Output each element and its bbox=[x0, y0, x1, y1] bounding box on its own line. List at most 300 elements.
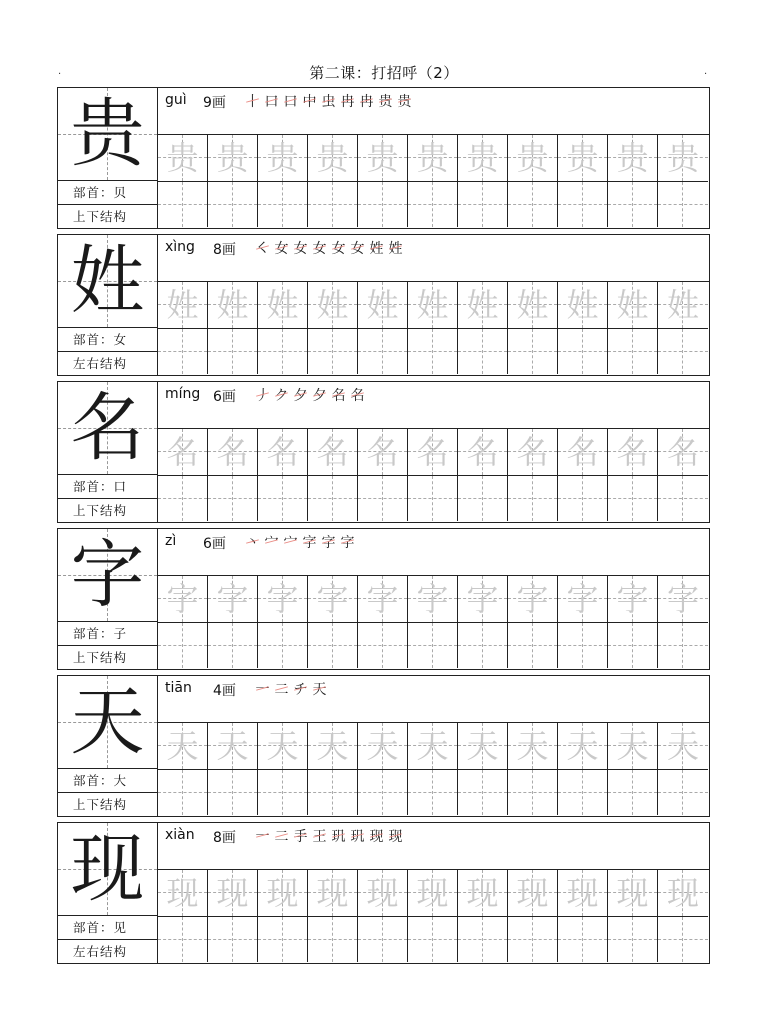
writing-cell[interactable] bbox=[158, 429, 208, 475]
character-card bbox=[57, 381, 710, 523]
trace-character: 现 bbox=[516, 874, 549, 912]
trace-character: 现 bbox=[266, 874, 299, 912]
writing-cell[interactable] bbox=[558, 622, 608, 668]
writing-cell[interactable] bbox=[358, 135, 408, 181]
radical-value: 口 bbox=[113, 479, 128, 494]
writing-cell[interactable] bbox=[508, 622, 558, 668]
writing-cell[interactable] bbox=[408, 135, 458, 181]
trace-character: 姓 bbox=[416, 286, 449, 324]
trace-character: 贵 bbox=[316, 139, 349, 177]
writing-cell[interactable] bbox=[258, 916, 308, 962]
stroke-step: 二 bbox=[272, 826, 291, 846]
stroke-step: 玑 bbox=[329, 826, 348, 846]
character-card bbox=[57, 822, 710, 964]
stroke-order-row bbox=[157, 382, 709, 429]
practice-area bbox=[157, 529, 709, 669]
radical-label: 部首： bbox=[73, 185, 114, 200]
writing-cell[interactable] bbox=[308, 475, 358, 521]
practice-area bbox=[157, 382, 709, 522]
writing-cell[interactable] bbox=[608, 328, 658, 374]
writing-cell[interactable] bbox=[608, 181, 658, 227]
trace-character: 字 bbox=[466, 580, 499, 618]
writing-cell[interactable] bbox=[208, 576, 258, 622]
writing-cell[interactable] bbox=[158, 870, 208, 916]
writing-cell[interactable] bbox=[608, 916, 658, 962]
stroke-count: 6画 bbox=[203, 536, 226, 552]
writing-cell[interactable] bbox=[558, 328, 608, 374]
writing-cell[interactable] bbox=[308, 723, 358, 769]
writing-cell[interactable] bbox=[158, 181, 208, 227]
writing-cell[interactable] bbox=[308, 916, 358, 962]
writing-cell[interactable] bbox=[158, 723, 208, 769]
writing-cell[interactable] bbox=[308, 429, 358, 475]
trace-character: 名 bbox=[566, 433, 599, 471]
writing-cell[interactable] bbox=[408, 181, 458, 227]
radical-value: 贝 bbox=[113, 185, 128, 200]
trace-character: 现 bbox=[466, 874, 499, 912]
stroke-step: 口 bbox=[262, 91, 281, 111]
writing-cell[interactable] bbox=[508, 723, 558, 769]
stroke-step: 女 bbox=[272, 238, 291, 258]
writing-cell[interactable] bbox=[558, 723, 608, 769]
stroke-step: 玑 bbox=[348, 826, 367, 846]
stroke-count: 9画 bbox=[203, 95, 226, 111]
stroke-sequence bbox=[253, 679, 329, 699]
stroke-step: 字 bbox=[338, 532, 357, 552]
trace-character: 字 bbox=[266, 580, 299, 618]
writing-cell[interactable] bbox=[508, 181, 558, 227]
trace-character: 贵 bbox=[616, 139, 649, 177]
writing-cell[interactable] bbox=[458, 916, 508, 962]
writing-cell[interactable] bbox=[558, 135, 608, 181]
trace-character: 贵 bbox=[366, 139, 399, 177]
writing-cell[interactable] bbox=[358, 769, 408, 815]
writing-cell[interactable] bbox=[508, 916, 558, 962]
writing-grid bbox=[157, 429, 709, 522]
writing-cell[interactable] bbox=[158, 282, 208, 328]
writing-cell[interactable] bbox=[458, 576, 508, 622]
writing-grid bbox=[157, 282, 709, 375]
trace-character: 贵 bbox=[566, 139, 599, 177]
trace-character: 天 bbox=[566, 727, 599, 765]
large-character-box bbox=[58, 235, 157, 327]
writing-cell[interactable] bbox=[358, 282, 408, 328]
stroke-step: 丿 bbox=[253, 385, 272, 405]
trace-character: 现 bbox=[166, 874, 199, 912]
practice-area bbox=[157, 823, 709, 963]
writing-cell[interactable] bbox=[658, 181, 708, 227]
writing-cell[interactable] bbox=[158, 622, 208, 668]
trace-character: 贵 bbox=[516, 139, 549, 177]
trace-character: 姓 bbox=[466, 286, 499, 324]
stroke-step: 字 bbox=[300, 532, 319, 552]
writing-cell[interactable] bbox=[408, 723, 458, 769]
stroke-count: 8画 bbox=[213, 242, 236, 258]
writing-cell[interactable] bbox=[458, 135, 508, 181]
trace-character: 现 bbox=[616, 874, 649, 912]
stroke-count: 4画 bbox=[213, 683, 236, 699]
trace-character: 天 bbox=[516, 727, 549, 765]
radical-value: 见 bbox=[113, 920, 128, 935]
writing-cell[interactable] bbox=[358, 622, 408, 668]
character-card bbox=[57, 87, 710, 229]
radical-row bbox=[58, 327, 157, 351]
writing-cell[interactable] bbox=[258, 282, 308, 328]
trace-character: 天 bbox=[616, 727, 649, 765]
writing-cell[interactable] bbox=[558, 870, 608, 916]
trace-character: 字 bbox=[216, 580, 249, 618]
radical-value: 子 bbox=[113, 626, 128, 641]
writing-cell[interactable] bbox=[208, 135, 258, 181]
character-card bbox=[57, 528, 710, 670]
writing-cell[interactable] bbox=[508, 328, 558, 374]
stroke-sequence bbox=[253, 385, 367, 405]
writing-cell[interactable] bbox=[558, 475, 608, 521]
trace-character: 名 bbox=[416, 433, 449, 471]
stroke-step: チ bbox=[291, 679, 310, 699]
writing-cell[interactable] bbox=[508, 870, 558, 916]
writing-cell[interactable] bbox=[408, 429, 458, 475]
writing-cell[interactable] bbox=[208, 181, 258, 227]
writing-cell[interactable] bbox=[208, 282, 258, 328]
trace-character: 名 bbox=[166, 433, 199, 471]
stroke-step: 一 bbox=[253, 679, 272, 699]
stroke-step: 贵 bbox=[376, 91, 395, 111]
writing-cell[interactable] bbox=[308, 282, 358, 328]
writing-cell[interactable] bbox=[608, 135, 658, 181]
writing-cell[interactable] bbox=[358, 916, 408, 962]
large-character-box bbox=[58, 529, 157, 621]
writing-cell[interactable] bbox=[258, 870, 308, 916]
practice-area bbox=[157, 676, 709, 816]
character-card bbox=[57, 234, 710, 376]
writing-cell[interactable] bbox=[158, 916, 208, 962]
pinyin: guì bbox=[165, 92, 187, 108]
writing-cell[interactable] bbox=[558, 282, 608, 328]
radical-row bbox=[58, 180, 157, 204]
stroke-count: 8画 bbox=[213, 830, 236, 846]
writing-cell[interactable] bbox=[558, 769, 608, 815]
radical-value: 大 bbox=[113, 773, 128, 788]
trace-character: 名 bbox=[316, 433, 349, 471]
writing-cell[interactable] bbox=[408, 622, 458, 668]
trace-character: 现 bbox=[216, 874, 249, 912]
writing-cell[interactable] bbox=[508, 135, 558, 181]
writing-cell[interactable] bbox=[308, 328, 358, 374]
large-character: 贵 bbox=[70, 91, 145, 177]
writing-cell[interactable] bbox=[558, 429, 608, 475]
writing-cell[interactable] bbox=[658, 429, 708, 475]
writing-cell[interactable] bbox=[158, 328, 208, 374]
writing-cell[interactable] bbox=[608, 622, 658, 668]
writing-cell[interactable] bbox=[158, 576, 208, 622]
stroke-step: 女 bbox=[348, 238, 367, 258]
trace-character: 现 bbox=[366, 874, 399, 912]
writing-cell[interactable] bbox=[258, 328, 308, 374]
stroke-step: 宀 bbox=[281, 532, 300, 552]
writing-grid bbox=[157, 723, 709, 816]
practice-area bbox=[157, 235, 709, 375]
stroke-order-row bbox=[157, 529, 709, 576]
structure-label: 左右结构 bbox=[58, 351, 157, 375]
stroke-step: ㇛ bbox=[253, 238, 272, 258]
trace-character: 姓 bbox=[666, 286, 699, 324]
trace-character: 天 bbox=[166, 727, 199, 765]
stroke-step: 字 bbox=[319, 532, 338, 552]
trace-character: 名 bbox=[516, 433, 549, 471]
radical-row bbox=[58, 474, 157, 498]
large-character: 现 bbox=[70, 826, 145, 912]
writing-cell[interactable] bbox=[158, 135, 208, 181]
stroke-order-row bbox=[157, 676, 709, 723]
writing-cell[interactable] bbox=[658, 135, 708, 181]
writing-cell[interactable] bbox=[508, 769, 558, 815]
writing-cell[interactable] bbox=[358, 723, 408, 769]
trace-character: 字 bbox=[666, 580, 699, 618]
trace-character: 名 bbox=[666, 433, 699, 471]
radical-label: 部首： bbox=[73, 332, 114, 347]
writing-cell[interactable] bbox=[258, 723, 308, 769]
writing-grid bbox=[157, 870, 709, 963]
radical-label: 部首： bbox=[73, 773, 114, 788]
writing-cell[interactable] bbox=[608, 429, 658, 475]
trace-character: 天 bbox=[666, 727, 699, 765]
writing-cell[interactable] bbox=[208, 622, 258, 668]
stroke-step: 中 bbox=[300, 91, 319, 111]
trace-character: 名 bbox=[216, 433, 249, 471]
writing-cell[interactable] bbox=[308, 181, 358, 227]
writing-cell[interactable] bbox=[258, 181, 308, 227]
writing-cell[interactable] bbox=[208, 328, 258, 374]
writing-cell[interactable] bbox=[658, 576, 708, 622]
writing-cell[interactable] bbox=[658, 282, 708, 328]
pinyin: xiàn bbox=[165, 827, 195, 843]
structure-label: 左右结构 bbox=[58, 939, 157, 963]
writing-cell[interactable] bbox=[358, 181, 408, 227]
character-info-panel bbox=[58, 676, 158, 816]
trace-character: 天 bbox=[466, 727, 499, 765]
writing-cell[interactable] bbox=[358, 870, 408, 916]
stroke-sequence bbox=[253, 826, 405, 846]
stroke-step: 二 bbox=[272, 679, 291, 699]
writing-cell[interactable] bbox=[458, 429, 508, 475]
stroke-step: 名 bbox=[348, 385, 367, 405]
writing-cell[interactable] bbox=[408, 769, 458, 815]
writing-cell[interactable] bbox=[558, 916, 608, 962]
writing-cell[interactable] bbox=[408, 328, 458, 374]
writing-cell[interactable] bbox=[358, 475, 408, 521]
writing-cell[interactable] bbox=[608, 870, 658, 916]
stroke-sequence bbox=[243, 532, 357, 552]
trace-character: 现 bbox=[416, 874, 449, 912]
writing-cell[interactable] bbox=[658, 769, 708, 815]
writing-cell[interactable] bbox=[458, 181, 508, 227]
writing-cell[interactable] bbox=[508, 282, 558, 328]
writing-cell[interactable] bbox=[508, 475, 558, 521]
writing-cell[interactable] bbox=[608, 769, 658, 815]
trace-character: 姓 bbox=[166, 286, 199, 324]
radical-label: 部首： bbox=[73, 479, 114, 494]
trace-character: 字 bbox=[316, 580, 349, 618]
writing-cell[interactable] bbox=[158, 475, 208, 521]
trace-character: 现 bbox=[666, 874, 699, 912]
pinyin: zì bbox=[165, 533, 177, 549]
writing-cell[interactable] bbox=[458, 328, 508, 374]
stroke-step: 夕 bbox=[291, 385, 310, 405]
writing-cell[interactable] bbox=[258, 429, 308, 475]
stroke-step: 女 bbox=[291, 238, 310, 258]
large-character: 字 bbox=[70, 532, 145, 618]
trace-character: 天 bbox=[366, 727, 399, 765]
writing-cell[interactable] bbox=[258, 135, 308, 181]
writing-cell[interactable] bbox=[308, 870, 358, 916]
stroke-step: 一 bbox=[253, 826, 272, 846]
character-info-panel bbox=[58, 529, 158, 669]
writing-cell[interactable] bbox=[458, 870, 508, 916]
stroke-sequence bbox=[253, 238, 405, 258]
trace-character: 姓 bbox=[266, 286, 299, 324]
stroke-step: 口 bbox=[281, 91, 300, 111]
trace-character: 名 bbox=[266, 433, 299, 471]
writing-cell[interactable] bbox=[558, 181, 608, 227]
stroke-order-row bbox=[157, 823, 709, 870]
writing-cell[interactable] bbox=[308, 576, 358, 622]
trace-character: 贵 bbox=[216, 139, 249, 177]
writing-cell[interactable] bbox=[458, 769, 508, 815]
writing-cell[interactable] bbox=[208, 723, 258, 769]
practice-area bbox=[157, 88, 709, 228]
writing-cell[interactable] bbox=[608, 282, 658, 328]
writing-cell[interactable] bbox=[558, 576, 608, 622]
trace-character: 字 bbox=[566, 580, 599, 618]
writing-cell[interactable] bbox=[308, 622, 358, 668]
large-character-box bbox=[58, 823, 157, 915]
trace-character: 现 bbox=[566, 874, 599, 912]
trace-character: 字 bbox=[166, 580, 199, 618]
writing-cell[interactable] bbox=[258, 622, 308, 668]
corner-dot-left: . bbox=[58, 66, 62, 77]
writing-cell[interactable] bbox=[508, 429, 558, 475]
writing-cell[interactable] bbox=[208, 475, 258, 521]
character-info-panel bbox=[58, 235, 158, 375]
stroke-step: 贵 bbox=[395, 91, 414, 111]
writing-cell[interactable] bbox=[458, 723, 508, 769]
writing-cell[interactable] bbox=[208, 916, 258, 962]
radical-label: 部首： bbox=[73, 626, 114, 641]
writing-cell[interactable] bbox=[258, 576, 308, 622]
writing-cell[interactable] bbox=[358, 328, 408, 374]
structure-label: 上下结构 bbox=[58, 645, 157, 669]
trace-character: 贵 bbox=[666, 139, 699, 177]
stroke-step: 夕 bbox=[310, 385, 329, 405]
writing-cell[interactable] bbox=[258, 475, 308, 521]
stroke-step: 丶 bbox=[243, 532, 262, 552]
writing-cell[interactable] bbox=[158, 769, 208, 815]
trace-character: 字 bbox=[516, 580, 549, 618]
writing-cell[interactable] bbox=[608, 576, 658, 622]
stroke-step: 现 bbox=[386, 826, 405, 846]
page-title: 第二课：打招呼（2） bbox=[309, 64, 459, 82]
stroke-order-row bbox=[157, 235, 709, 282]
trace-character: 天 bbox=[416, 727, 449, 765]
writing-cell[interactable] bbox=[308, 135, 358, 181]
stroke-step: 王 bbox=[310, 826, 329, 846]
writing-cell[interactable] bbox=[458, 622, 508, 668]
stroke-count: 6画 bbox=[213, 389, 236, 405]
writing-cell[interactable] bbox=[408, 870, 458, 916]
writing-cell[interactable] bbox=[658, 328, 708, 374]
writing-grid bbox=[157, 576, 709, 669]
character-info-panel bbox=[58, 823, 158, 963]
writing-cell[interactable] bbox=[358, 576, 408, 622]
writing-cell[interactable] bbox=[658, 723, 708, 769]
writing-cell[interactable] bbox=[458, 282, 508, 328]
trace-character: 天 bbox=[216, 727, 249, 765]
trace-character: 天 bbox=[266, 727, 299, 765]
trace-character: 姓 bbox=[366, 286, 399, 324]
pinyin: míng bbox=[165, 386, 201, 402]
stroke-step: 天 bbox=[310, 679, 329, 699]
writing-cell[interactable] bbox=[408, 475, 458, 521]
writing-cell[interactable] bbox=[658, 916, 708, 962]
trace-character: 天 bbox=[316, 727, 349, 765]
writing-cell[interactable] bbox=[458, 475, 508, 521]
writing-cell[interactable] bbox=[208, 429, 258, 475]
writing-cell[interactable] bbox=[608, 475, 658, 521]
trace-character: 贵 bbox=[466, 139, 499, 177]
stroke-step: 姓 bbox=[367, 238, 386, 258]
writing-cell[interactable] bbox=[608, 723, 658, 769]
writing-cell[interactable] bbox=[308, 769, 358, 815]
stroke-step: 女 bbox=[310, 238, 329, 258]
writing-cell[interactable] bbox=[658, 475, 708, 521]
writing-cell[interactable] bbox=[508, 576, 558, 622]
writing-cell[interactable] bbox=[658, 622, 708, 668]
structure-label: 上下结构 bbox=[58, 204, 157, 228]
large-character: 天 bbox=[70, 679, 145, 765]
writing-cell[interactable] bbox=[408, 282, 458, 328]
radical-row bbox=[58, 915, 157, 939]
stroke-step: 丨 bbox=[243, 91, 262, 111]
writing-cell[interactable] bbox=[408, 916, 458, 962]
stroke-step: 名 bbox=[329, 385, 348, 405]
trace-character: 贵 bbox=[266, 139, 299, 177]
structure-label: 上下结构 bbox=[58, 498, 157, 522]
large-character-box bbox=[58, 676, 157, 768]
stroke-step: ク bbox=[272, 385, 291, 405]
large-character: 名 bbox=[70, 385, 145, 471]
writing-cell[interactable] bbox=[208, 769, 258, 815]
stroke-step: 冉 bbox=[338, 91, 357, 111]
stroke-step: 手 bbox=[291, 826, 310, 846]
writing-cell[interactable] bbox=[658, 870, 708, 916]
character-card bbox=[57, 675, 710, 817]
writing-cell[interactable] bbox=[358, 429, 408, 475]
stroke-step: 姓 bbox=[386, 238, 405, 258]
character-info-panel bbox=[58, 88, 158, 228]
trace-character: 姓 bbox=[316, 286, 349, 324]
trace-character: 贵 bbox=[166, 139, 199, 177]
stroke-step: 现 bbox=[367, 826, 386, 846]
character-info-panel bbox=[58, 382, 158, 522]
structure-label: 上下结构 bbox=[58, 792, 157, 816]
writing-cell[interactable] bbox=[408, 576, 458, 622]
writing-cell[interactable] bbox=[208, 870, 258, 916]
writing-cell[interactable] bbox=[258, 769, 308, 815]
pinyin: tiān bbox=[165, 680, 192, 696]
large-character: 姓 bbox=[70, 238, 145, 324]
trace-character: 名 bbox=[616, 433, 649, 471]
